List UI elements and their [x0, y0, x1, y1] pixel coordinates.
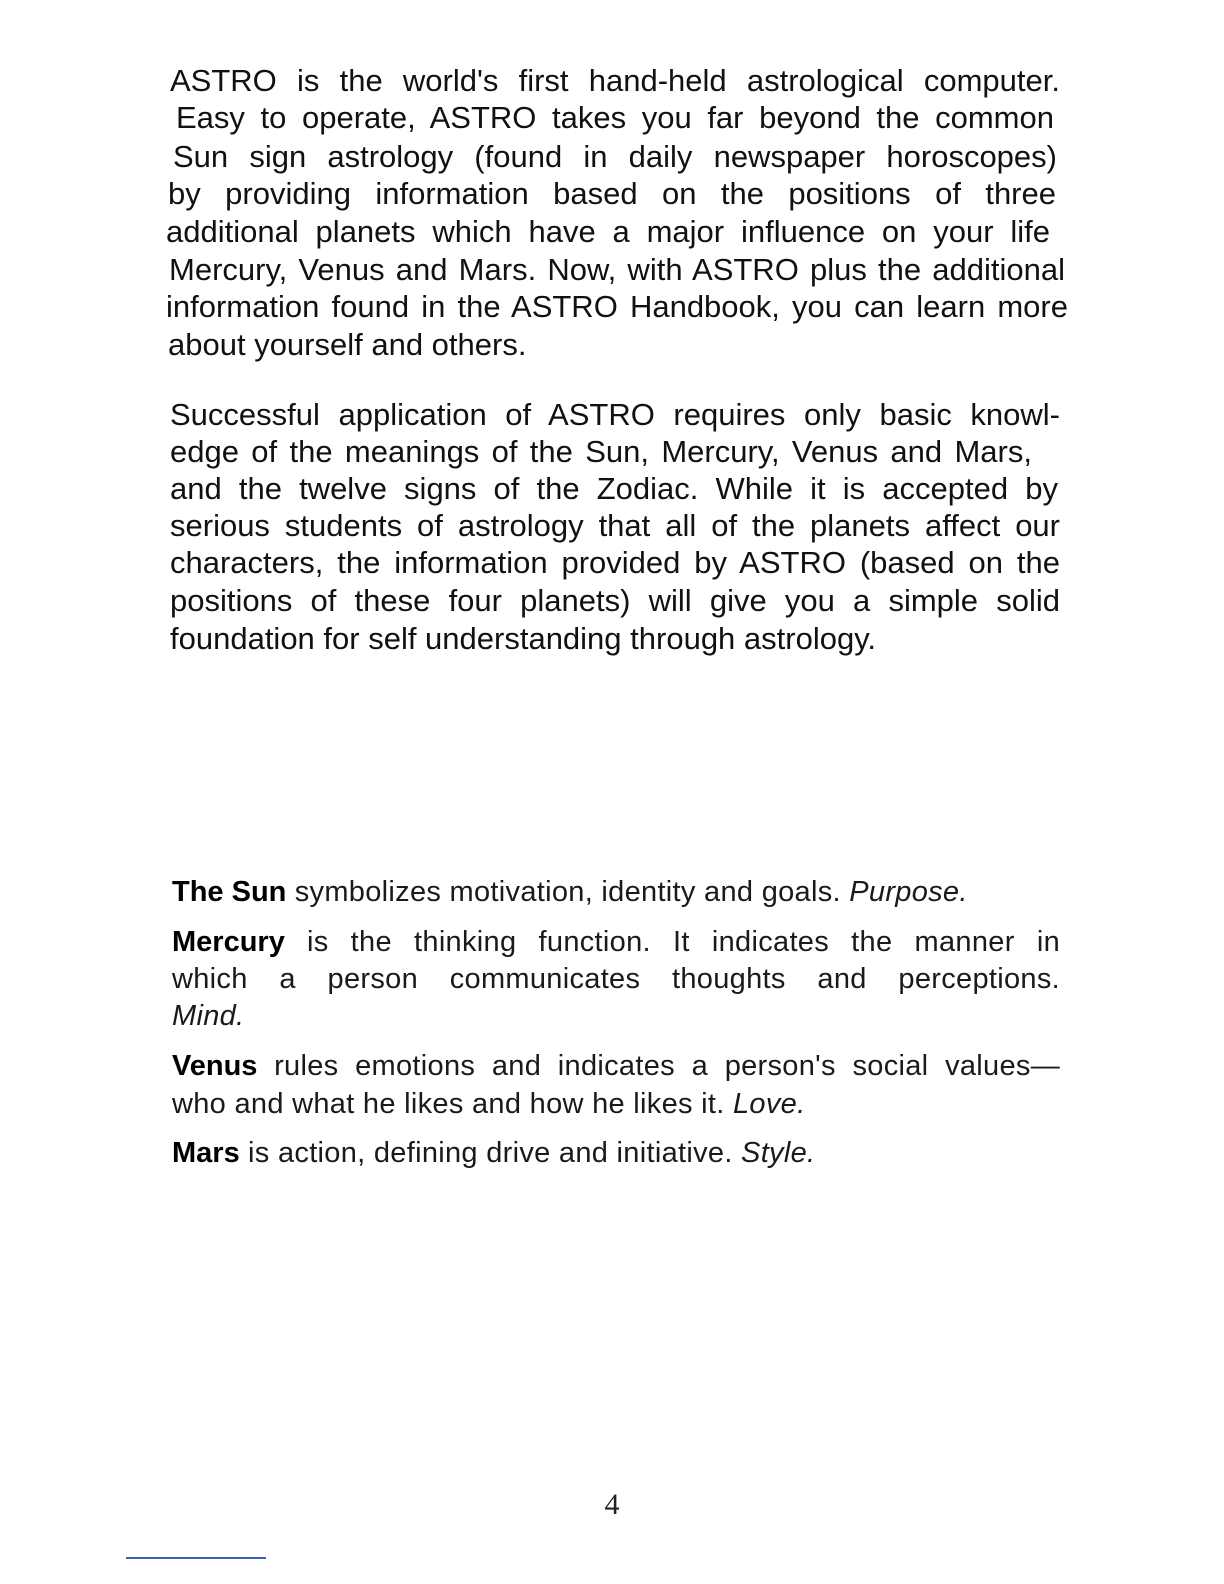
- definition-mercury: [172, 924, 1060, 961]
- page-number: 4: [604, 1488, 620, 1521]
- application-line: and the twelve signs of the Zodiac. While it is accepted by: [170, 471, 1058, 506]
- term-venus: Venus: [172, 1050, 258, 1082]
- definition-text: is action, defining drive and initiative.: [239, 1137, 742, 1169]
- definition-text: is the thinking function. It indicates the manner in: [284, 926, 1060, 958]
- intro-line: Sun sign astrology (found in daily newspaper horoscopes): [173, 139, 1057, 174]
- application-line: characters, the information provided by ASTRO (based on the: [170, 545, 1060, 580]
- term-sun: The Sun: [172, 876, 287, 908]
- application-line: positions of these four planets) will give you a simple solid: [170, 583, 1060, 618]
- keyword-mind: [172, 998, 1062, 1035]
- application-line: serious students of astrology that all of the planets affect our: [170, 508, 1060, 543]
- keyword-style: Style.: [741, 1137, 816, 1169]
- footer-divider: [126, 1557, 266, 1559]
- definition-text: symbolizes motivation, identity and goals.: [286, 876, 850, 908]
- definition-mercury-cont: which a person communicates thoughts and perceptions.: [172, 963, 1060, 995]
- intro-line: about yourself and others.: [168, 327, 527, 362]
- keyword-mind-text: Mind.: [172, 1000, 245, 1032]
- definition-text: who and what he likes and how he likes it.: [172, 1088, 733, 1120]
- definition-venus: [172, 1048, 1060, 1085]
- keyword-love: Love.: [733, 1088, 806, 1120]
- application-line: edge of the meanings of the Sun, Mercury, Venus and Mars,: [170, 434, 1032, 469]
- application-line: foundation for self understanding through astrology.: [170, 621, 877, 656]
- intro-line: Easy to operate, ASTRO takes you far beyond the common: [176, 100, 1054, 135]
- term-mercury: Mercury: [172, 926, 285, 958]
- intro-line: Mercury, Venus and Mars. Now, with ASTRO plus the additional: [169, 252, 1065, 287]
- intro-line: additional planets which have a major influence on your life: [166, 214, 1050, 249]
- term-mars: Mars: [172, 1137, 240, 1169]
- definition-mars: [172, 1135, 1062, 1172]
- keyword-purpose: Purpose.: [849, 876, 968, 908]
- application-line: Successful application of ASTRO requires only basic knowl-: [170, 397, 1060, 432]
- definition-venus-cont: [172, 1086, 1062, 1123]
- intro-line: ASTRO is the world's first hand-held astrological computer.: [170, 63, 1060, 98]
- definition-text: rules emotions and indicates a person's social values—: [257, 1050, 1060, 1082]
- intro-line: by providing information based on the positions of three: [168, 176, 1056, 211]
- intro-line: information found in the ASTRO Handbook, you can learn more: [166, 289, 1068, 324]
- definition-sun: [172, 874, 1062, 911]
